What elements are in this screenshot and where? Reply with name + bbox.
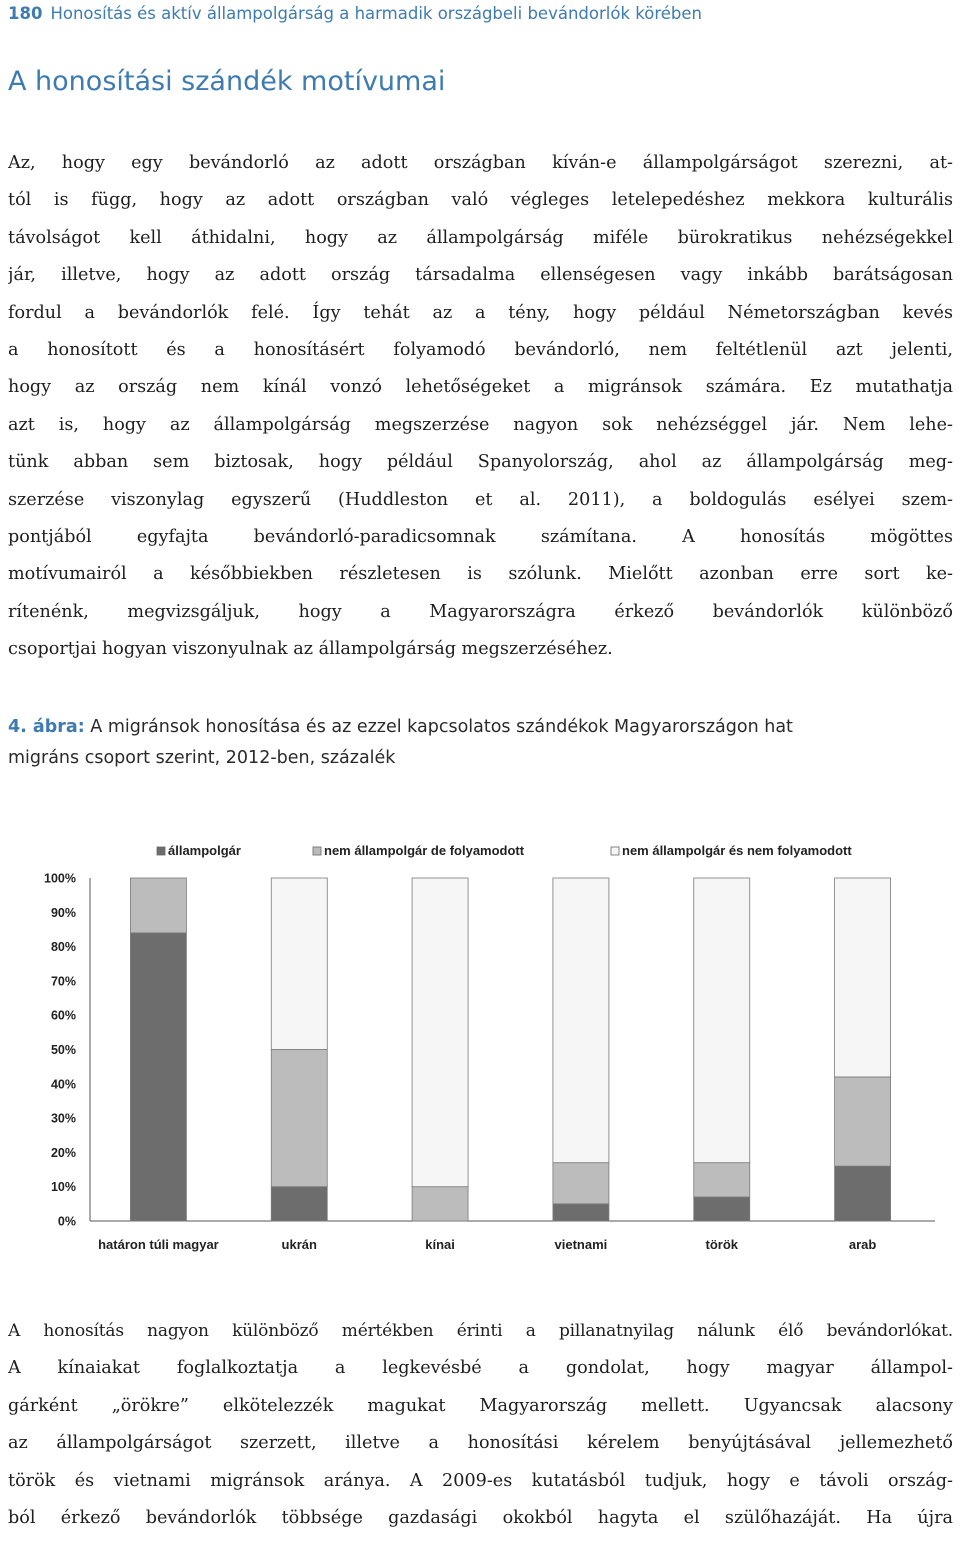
x-tick-label: ukrán <box>281 1237 317 1252</box>
paragraph-line: távolságot kell áthidalni, hogy az állampolgárság miféle bürokratikus nehézségekkel <box>8 227 953 248</box>
figure-caption-line-1 <box>8 712 958 743</box>
paragraph-line: szerzése viszonylag egyszerű (Huddleston et al. 2011), a boldogulás esélyei szem- <box>8 489 953 510</box>
chart-container <box>0 820 960 1270</box>
paragraph-line: az állampolgárságot szerzett, illetve a honosítási kérelem benyújtásával jellemezhető <box>8 1433 953 1454</box>
bar-segment <box>271 1050 327 1187</box>
x-tick-label: kínai <box>425 1237 455 1252</box>
paragraph-line: török és vietnami migránsok aránya. A 2009-es kutatásból tudjuk, hogy e távoli ország- <box>8 1470 953 1491</box>
running-title: Honosítás és aktív állampolgárság a harmadik országbeli bevándorlók körében <box>50 4 702 23</box>
y-tick-label: 70% <box>50 974 76 989</box>
bar-segment <box>553 1204 609 1221</box>
bar-segment <box>835 1166 891 1221</box>
paragraph-line: motívumairól a későbbiekben részletesen is szólunk. Mielőtt azonban erre sort ke- <box>8 564 953 585</box>
page-number: 180 <box>8 4 43 23</box>
figure-caption <box>8 712 958 774</box>
figure-caption-text-1: A migránsok honosítása és az ezzel kapcsolatos szándékok Magyarországon hat <box>90 717 793 737</box>
x-tick-label: határon túli magyar <box>98 1237 219 1252</box>
figure-caption-text-2: migráns csoport szerint, 2012-ben, százalék <box>8 748 396 768</box>
y-tick-label: 0% <box>57 1214 76 1229</box>
x-tick-label: arab <box>848 1237 877 1252</box>
paragraph-line: hogy az ország nem kínál vonzó lehetőségeket a migránsok számára. Ez mutathatja <box>8 377 953 398</box>
y-tick-label: 60% <box>50 1008 76 1023</box>
paragraph-line: a honosított és a honosításért folyamodó bevándorló, nem feltétlenül azt jelenti, <box>8 340 953 361</box>
bar-segment <box>412 878 468 1187</box>
bar-segment <box>835 1077 891 1166</box>
y-tick-label: 90% <box>50 905 76 920</box>
running-header <box>8 2 953 30</box>
bar-segment <box>694 1197 750 1221</box>
bar-segment <box>412 1187 468 1221</box>
paragraph-line: Az, hogy egy bevándorló az adott országban kíván-e állampolgárságot szerezni, at- <box>8 153 953 173</box>
paragraph-line: jár, illetve, hogy az adott ország társadalma ellenségesen vagy inkább barátságosan <box>8 265 953 286</box>
y-tick-label: 100% <box>44 871 76 886</box>
x-tick-label: vietnami <box>554 1237 608 1252</box>
bar-segment <box>553 1163 609 1204</box>
paragraph-line: csoportjai hogyan viszonyulnak az állampolgárság megszerzéséhez. <box>8 639 613 660</box>
bar-segment <box>130 878 186 933</box>
paragraph-line: A honosítás nagyon különböző mértékben érinti a pillanatnyilag nálunk élő bevándorlókat. <box>8 1321 953 1341</box>
section-title: A honosítási szándék motívumai <box>8 66 446 97</box>
stacked-bar-chart <box>0 820 960 1270</box>
bar-segment <box>271 878 327 1050</box>
figure-label: 4. ábra: <box>8 717 85 737</box>
y-tick-label: 10% <box>50 1180 76 1195</box>
legend-label: nem állampolgár és nem folyamodott <box>622 843 852 858</box>
y-tick-label: 20% <box>50 1145 76 1160</box>
bar-segment <box>271 1187 327 1221</box>
paragraph-line: fordul a bevándorlók felé. Így tehát az a tény, hogy például Németországban kevés <box>8 302 953 323</box>
x-tick-label: török <box>705 1237 738 1252</box>
paragraph-line: tól is függ, hogy az adott országban való végleges letelepedéshez mekkora kulturális <box>8 190 953 211</box>
legend-swatch <box>611 847 619 855</box>
y-tick-label: 50% <box>50 1043 76 1057</box>
legend-label: nem állampolgár de folyamodott <box>324 843 525 858</box>
bar-segment <box>694 878 750 1163</box>
y-tick-label: 30% <box>50 1111 76 1126</box>
paragraph-line: azt is, hogy az állampolgárság megszerzése nagyon sok nehézséggel jár. Nem lehe- <box>8 414 953 435</box>
legend-swatch <box>157 847 165 855</box>
paragraph-line: tünk abban sem biztosak, hogy például Spanyolország, ahol az állampolgárság meg- <box>8 452 953 473</box>
y-tick-label: 40% <box>50 1077 76 1092</box>
paragraph-line: pontjából egyfajta bevándorló-paradicsomnak számítana. A honosítás mögöttes <box>8 527 953 548</box>
y-tick-label: 80% <box>50 940 76 955</box>
paragraph-line: rítenénk, megvizsgáljuk, hogy a Magyarországra érkező bevándorlók különböző <box>8 601 953 622</box>
legend-swatch <box>313 847 321 855</box>
bar-segment <box>694 1163 750 1197</box>
bar-segment <box>553 878 609 1163</box>
bar-segment <box>835 878 891 1077</box>
paragraph-line: ból érkező bevándorlók többsége gazdasági okokból hagyta el szülőhazáját. Ha újra <box>8 1508 953 1529</box>
paragraph-1 <box>8 145 953 669</box>
legend-label: állampolgár <box>168 843 241 858</box>
paragraph-2 <box>8 1313 953 1537</box>
bar-segment <box>130 933 186 1221</box>
paragraph-line: gárként „örökre” elkötelezzék magukat Magyarország mellett. Ugyancsak alacsony <box>8 1395 953 1416</box>
paragraph-line: A kínaiakat foglalkoztatja a legkevésbé a gondolat, hogy magyar állampol- <box>8 1358 953 1379</box>
